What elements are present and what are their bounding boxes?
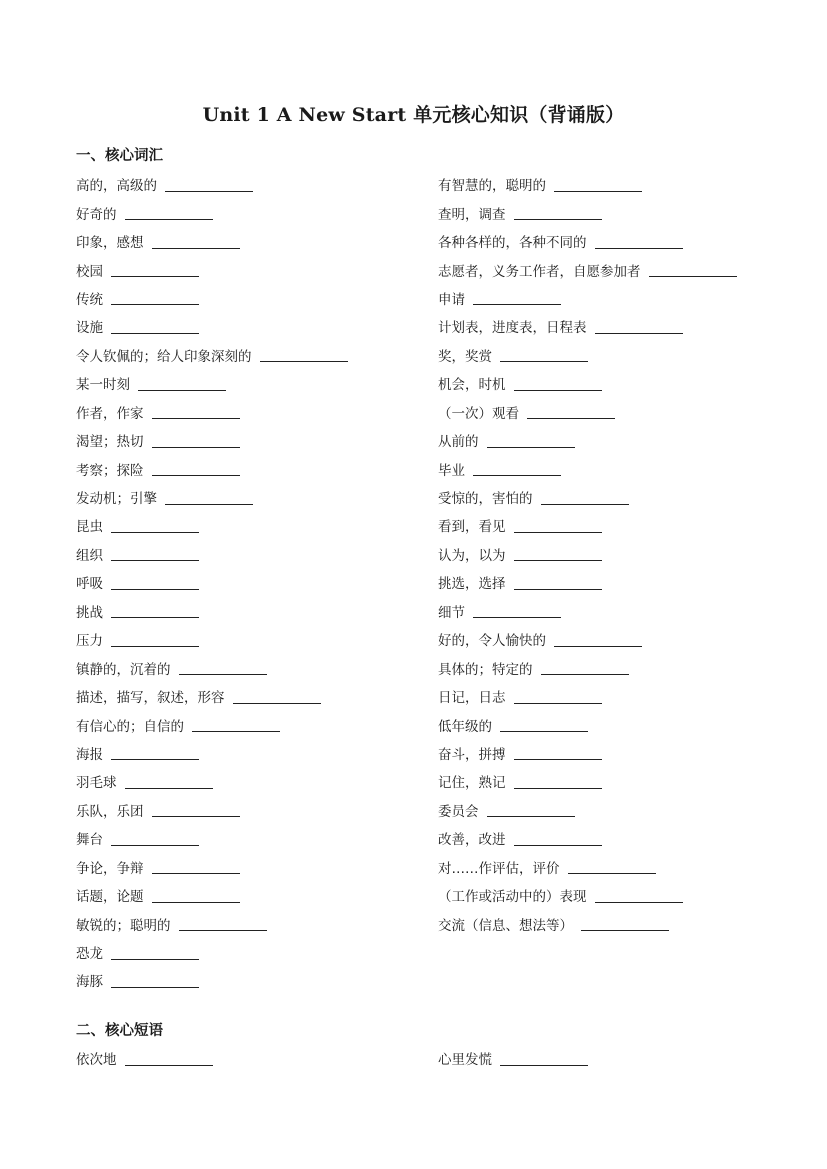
vocab-item	[438, 511, 737, 539]
answer-blank[interactable]	[152, 802, 240, 817]
vocab-label: 乐队，乐团	[76, 803, 144, 820]
answer-blank[interactable]	[260, 347, 348, 362]
vocab-label: 考察；探险	[76, 462, 144, 479]
vocab-item	[76, 909, 348, 937]
vocab-label: 敏锐的；聪明的	[76, 917, 171, 934]
answer-blank[interactable]	[111, 546, 199, 561]
vocab-label: 海报	[76, 746, 103, 763]
answer-blank[interactable]	[473, 290, 561, 305]
vocab-item	[76, 881, 348, 909]
answer-blank[interactable]	[111, 603, 199, 618]
vocab-item	[76, 170, 348, 198]
vocab-label: 话题，论题	[76, 889, 144, 906]
vocab-label: 校园	[76, 263, 103, 280]
vocab-item	[438, 312, 737, 340]
vocab-item	[438, 284, 737, 312]
vocab-item	[76, 853, 348, 881]
answer-blank[interactable]	[514, 689, 602, 704]
vocab-label: 压力	[76, 633, 103, 650]
vocab-item	[438, 881, 737, 909]
vocab-label: 计划表，进度表，日程表	[438, 320, 587, 337]
vocab-item	[76, 653, 348, 681]
vocab-item	[76, 454, 348, 482]
vocab-label: 令人钦佩的；给人印象深刻的	[76, 348, 252, 365]
vocab-item	[438, 682, 737, 710]
answer-blank[interactable]	[138, 376, 226, 391]
answer-blank[interactable]	[514, 575, 602, 590]
vocab-label: 记住，熟记	[438, 775, 506, 792]
vocab-item	[76, 625, 348, 653]
answer-blank[interactable]	[514, 774, 602, 789]
page-title: Unit 1 A New Start 单元核心知识（背诵版）	[202, 104, 625, 126]
vocab-label: 争论，争辩	[76, 860, 144, 877]
answer-blank[interactable]	[595, 234, 683, 249]
vocab-item	[438, 767, 737, 795]
vocab-label: 毕业	[438, 462, 465, 479]
vocab-label: 机会，时机	[438, 377, 506, 394]
vocab-label: 挑选，选择	[438, 576, 506, 593]
vocab-label: 某一时刻	[76, 377, 130, 394]
answer-blank[interactable]	[179, 660, 267, 675]
vocab-item	[76, 796, 348, 824]
answer-blank[interactable]	[111, 632, 199, 647]
answer-blank[interactable]	[179, 916, 267, 931]
vocab-item	[76, 284, 348, 312]
phrase-list-right	[438, 1044, 588, 1072]
answer-blank[interactable]	[111, 290, 199, 305]
vocab-list-left	[76, 170, 348, 995]
vocab-label: 设施	[76, 320, 103, 337]
answer-blank[interactable]	[111, 262, 199, 277]
vocab-item	[76, 483, 348, 511]
vocab-item	[438, 597, 737, 625]
vocab-item	[76, 710, 348, 738]
vocab-label: 高的，高级的	[76, 178, 157, 195]
answer-blank[interactable]	[152, 234, 240, 249]
vocab-label: 印象，感想	[76, 235, 144, 252]
answer-blank[interactable]	[649, 262, 737, 277]
vocab-label: 恐龙	[76, 946, 103, 963]
vocab-item	[438, 255, 737, 283]
vocab-item	[438, 568, 737, 596]
answer-blank[interactable]	[487, 433, 575, 448]
vocab-label: 查明，调查	[438, 206, 506, 223]
vocab-item	[76, 255, 348, 283]
vocab-item	[438, 853, 737, 881]
vocab-item	[438, 625, 737, 653]
vocab-item	[76, 682, 348, 710]
answer-blank[interactable]	[541, 660, 629, 675]
answer-blank[interactable]	[152, 461, 240, 476]
answer-blank[interactable]	[527, 404, 615, 419]
answer-blank[interactable]	[500, 347, 588, 362]
vocab-label: 有智慧的，聪明的	[438, 178, 546, 195]
vocab-item	[438, 796, 737, 824]
vocab-label: 发动机；引擎	[76, 491, 157, 508]
vocab-label: 委员会	[438, 803, 479, 820]
vocab-label: 改善，改进	[438, 832, 506, 849]
answer-blank[interactable]	[581, 916, 669, 931]
answer-blank[interactable]	[152, 888, 240, 903]
answer-blank[interactable]	[554, 632, 642, 647]
answer-blank[interactable]	[514, 376, 602, 391]
vocab-item	[76, 398, 348, 426]
vocab-label: 日记，日志	[438, 690, 506, 707]
answer-blank[interactable]	[152, 404, 240, 419]
vocab-label: 低年级的	[438, 718, 492, 735]
answer-blank[interactable]	[125, 205, 213, 220]
phrase-item	[76, 1044, 213, 1072]
answer-blank[interactable]	[514, 831, 602, 846]
vocab-label: 组织	[76, 547, 103, 564]
answer-blank[interactable]	[473, 461, 561, 476]
vocab-item	[438, 398, 737, 426]
vocab-label: 好的，令人愉快的	[438, 633, 546, 650]
vocab-item	[438, 170, 737, 198]
vocab-item	[76, 568, 348, 596]
answer-blank[interactable]	[152, 433, 240, 448]
vocab-label: 志愿者，义务工作者，自愿参加者	[438, 263, 641, 280]
answer-blank[interactable]	[514, 745, 602, 760]
answer-blank[interactable]	[514, 518, 602, 533]
vocab-item	[438, 824, 737, 852]
answer-blank[interactable]	[514, 205, 602, 220]
vocab-item	[76, 767, 348, 795]
vocab-item	[76, 511, 348, 539]
vocab-item	[438, 369, 737, 397]
answer-blank[interactable]	[192, 717, 280, 732]
answer-blank[interactable]	[554, 177, 642, 192]
answer-blank[interactable]	[568, 859, 656, 874]
vocab-label: 好奇的	[76, 206, 117, 223]
vocab-item	[438, 739, 737, 767]
vocab-item	[438, 198, 737, 226]
answer-blank[interactable]	[111, 945, 199, 960]
vocab-label: 有信心的；自信的	[76, 718, 184, 735]
vocab-item	[76, 227, 348, 255]
vocab-label: 对……作评估，评价	[438, 860, 560, 877]
vocab-item	[438, 227, 737, 255]
vocab-label: 奖，奖赏	[438, 348, 492, 365]
answer-blank[interactable]	[111, 831, 199, 846]
vocab-label: 具体的；特定的	[438, 661, 533, 678]
vocab-item	[76, 938, 348, 966]
answer-blank[interactable]	[165, 177, 253, 192]
vocab-label: 羽毛球	[76, 775, 117, 792]
answer-blank[interactable]	[111, 575, 199, 590]
vocab-item	[438, 483, 737, 511]
answer-blank[interactable]	[514, 546, 602, 561]
vocab-label: （一次）观看	[438, 405, 519, 422]
vocab-label: 描述，描写，叙述，形容	[76, 690, 225, 707]
vocab-item	[438, 653, 737, 681]
phrase-label: 心里发慌	[438, 1052, 492, 1069]
section-heading-vocabulary: 一、核心词汇	[76, 148, 163, 164]
answer-blank[interactable]	[111, 319, 199, 334]
vocab-label: 传统	[76, 291, 103, 308]
vocab-item	[76, 540, 348, 568]
vocab-label: 舞台	[76, 832, 103, 849]
vocab-item	[76, 198, 348, 226]
vocab-label: 呼吸	[76, 576, 103, 593]
vocab-item	[438, 710, 737, 738]
vocab-item	[76, 597, 348, 625]
vocab-label: 海豚	[76, 974, 103, 991]
vocab-label: 渴望；热切	[76, 434, 144, 451]
vocab-label: 挑战	[76, 604, 103, 621]
vocab-item	[438, 341, 737, 369]
answer-blank[interactable]	[125, 1051, 213, 1066]
vocab-item	[76, 312, 348, 340]
answer-blank[interactable]	[111, 518, 199, 533]
answer-blank[interactable]	[111, 973, 199, 988]
section-heading-phrases: 二、核心短语	[76, 1023, 163, 1039]
answer-blank[interactable]	[541, 490, 629, 505]
vocab-item	[438, 454, 737, 482]
vocab-item	[76, 341, 348, 369]
vocab-item	[438, 540, 737, 568]
vocab-label: 交流（信息、想法等）	[438, 917, 573, 934]
vocab-item	[438, 426, 737, 454]
vocab-label: 作者，作家	[76, 405, 144, 422]
vocab-item	[76, 824, 348, 852]
vocab-label: 认为，以为	[438, 547, 506, 564]
phrase-list-left	[76, 1044, 213, 1072]
vocab-label: 细节	[438, 604, 465, 621]
vocab-label: 看到，看见	[438, 519, 506, 536]
vocab-label: 从前的	[438, 434, 479, 451]
answer-blank[interactable]	[500, 717, 588, 732]
vocab-label: 镇静的，沉着的	[76, 661, 171, 678]
phrase-item	[438, 1044, 588, 1072]
answer-blank[interactable]	[233, 689, 321, 704]
answer-blank[interactable]	[595, 319, 683, 334]
answer-blank[interactable]	[125, 774, 213, 789]
vocab-label: 昆虫	[76, 519, 103, 536]
vocab-item	[438, 909, 737, 937]
vocab-item	[76, 739, 348, 767]
answer-blank[interactable]	[473, 603, 561, 618]
vocab-label: 奋斗，拼搏	[438, 746, 506, 763]
vocab-label: 受惊的，害怕的	[438, 491, 533, 508]
answer-blank[interactable]	[152, 859, 240, 874]
answer-blank[interactable]	[487, 802, 575, 817]
vocab-item	[76, 369, 348, 397]
vocab-list-right	[438, 170, 737, 938]
vocab-item	[76, 426, 348, 454]
vocab-item	[76, 966, 348, 994]
answer-blank[interactable]	[500, 1051, 588, 1066]
phrase-label: 依次地	[76, 1052, 117, 1069]
vocab-label: 申请	[438, 291, 465, 308]
answer-blank[interactable]	[111, 745, 199, 760]
vocab-label: （工作或活动中的）表现	[438, 889, 587, 906]
answer-blank[interactable]	[165, 490, 253, 505]
vocab-label: 各种各样的，各种不同的	[438, 235, 587, 252]
answer-blank[interactable]	[595, 888, 683, 903]
